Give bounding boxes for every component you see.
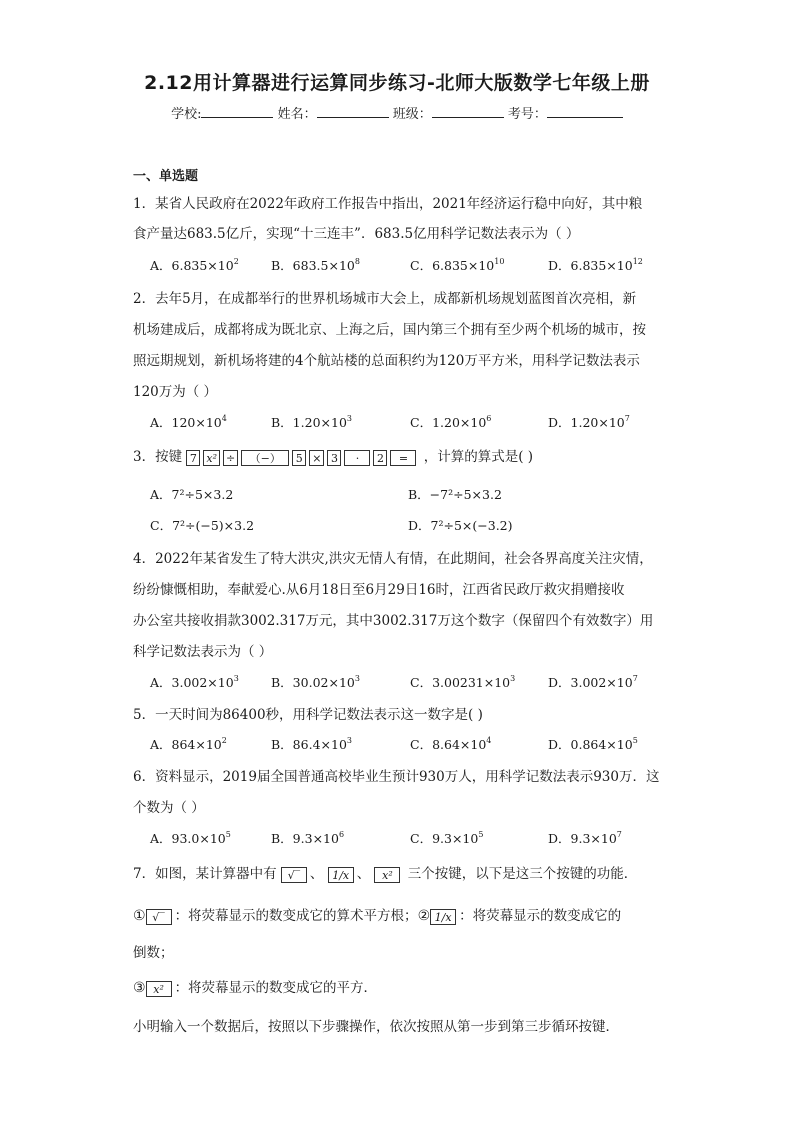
q5-option-a[interactable]: A．$864\times 10^2$ <box>150 736 227 752</box>
school-blank[interactable] <box>201 103 273 118</box>
q1-option-c[interactable]: C．$6.835\times 10^{10}$ <box>410 257 505 273</box>
key-divide: ÷ <box>223 450 238 466</box>
q6-option-d[interactable]: D．$9.3\times 10^7$ <box>548 830 622 846</box>
key-reciprocal: 1/x <box>430 909 456 925</box>
q3-line <box>133 445 533 466</box>
q6-option-c[interactable]: C．$9.3\times 10^5$ <box>410 830 484 846</box>
exam-no-label: 考号： <box>507 107 547 122</box>
q2-line-4: 120万为（ ） <box>133 384 218 400</box>
q3-suffix: ，计算的算式是( ) <box>423 449 534 465</box>
key-5: 5 <box>292 450 306 466</box>
key-multiply: × <box>309 450 324 466</box>
q5-line-1: 5．一天时间为86400秒，用科学记数法表示这一数字是( ) <box>133 707 483 723</box>
key-square: x² <box>146 981 172 997</box>
q2-option-d[interactable]: D．$1.20\times 10^7$ <box>548 414 630 430</box>
q4-line-4: 科学记数法表示为（ ） <box>133 644 273 660</box>
q2-line-3: 照远期规划，新机场将建的4个航站楼的总面积约为120万平方米，用科学记数法表示 <box>133 353 640 369</box>
name-label: 姓名： <box>277 107 317 122</box>
q4-option-c[interactable]: C．$3.00231\times 10^3$ <box>410 674 516 690</box>
q4-line-1: 4．2022年某省发生了特大洪灾,洪灾无情人有情，在此期间，社会各界高度关注灾情， <box>133 551 653 567</box>
q2-line-1: 2．去年5月，在成都举行的世界机场城市大会上，成都新机场规划蓝图首次亮相，新 <box>133 291 637 307</box>
item-text: ：将荧幕显示的数变成它的算术平方根； <box>174 908 418 924</box>
q1-option-a[interactable]: A．$6.835\times 10^2$ <box>150 257 239 273</box>
q7-intro <box>133 862 637 883</box>
separator: 、 <box>309 866 324 882</box>
q4-line-2: 纷纷慷慨相助，奉献爱心.从6月18日至6月29日16时，江西省民政厅救灾捐赠接收 <box>133 582 625 598</box>
q5-option-b[interactable]: B．$86.4\times 10^3$ <box>271 736 352 752</box>
exam-no-blank[interactable] <box>547 103 623 118</box>
q7-final: 小明输入一个数据后，按照以下步骤操作，依次按照从第一步到第三步循环按键． <box>133 1019 619 1035</box>
key-reciprocal: 1/x <box>328 867 354 883</box>
q2-line-2: 机场建成后，成都将成为既北京、上海之后，国内第三个拥有至少两个机场的城市，按 <box>133 322 646 338</box>
page-title: 2.12用计算器进行运算同步练习-北师大版数学七年级上册 <box>144 72 650 94</box>
student-info-line <box>0 103 794 122</box>
key-square: x² <box>374 867 400 883</box>
school-label: 学校: <box>171 107 202 122</box>
q1-option-d[interactable]: D．$6.835\times 10^{12}$ <box>548 257 643 273</box>
section-heading: 一、单选题 <box>133 169 199 184</box>
key-equals: = <box>390 450 416 466</box>
q4-option-b[interactable]: B．$30.02\times 10^3$ <box>271 674 360 690</box>
q1-line-1: 1．某省人民政府在2022年政府工作报告中指出，2021年经济运行稳中向好，其中粮 <box>133 196 643 212</box>
q6-line-2: 个数为（ ） <box>133 800 205 816</box>
q7-intro-prefix: 7．如图，某计算器中有 <box>133 866 277 882</box>
q4-option-a[interactable]: A．$3.002\times 10^3$ <box>150 674 239 690</box>
key-2: 2 <box>373 450 387 466</box>
q5-option-d[interactable]: D．$0.864\times 10^5$ <box>548 736 638 752</box>
q6-option-a[interactable]: A．$93.0\times 10^5$ <box>150 830 231 846</box>
item-text: ：将荧幕显示的数变成它的 <box>459 908 622 924</box>
item-number: ① <box>133 908 146 924</box>
item-number: ② <box>417 908 431 924</box>
q3-option-d[interactable]: D．7²÷5×(−3.2) <box>408 518 513 533</box>
name-blank[interactable] <box>317 103 389 118</box>
q7-intro-suffix: 三个按键，以下是这三个按键的功能． <box>407 866 638 882</box>
q6-line-1: 6．资料显示，2019届全国普通高校毕业生预计930万人，用科学记数法表示930万．这 <box>133 769 660 785</box>
item-number: ③ <box>133 980 146 996</box>
key-sqrt: √‾ <box>281 867 307 883</box>
q1-option-b[interactable]: B．$683.5\times 10^8$ <box>271 257 360 273</box>
q2-option-b[interactable]: B．$1.20\times 10^3$ <box>271 414 352 430</box>
q4-option-d[interactable]: D．$3.002\times 10^7$ <box>548 674 638 690</box>
item-text: ：将荧幕显示的数变成它的平方． <box>174 980 378 996</box>
q7-item-3 <box>133 976 377 997</box>
separator: 、 <box>356 866 371 882</box>
key-x-squared: x² <box>203 450 220 466</box>
q5-option-c[interactable]: C．$8.64\times 10^4$ <box>410 736 492 752</box>
q1-line-2: 食产量达683.5亿斤，实现“十三连丰”．683.5亿用科学记数法表示为（ ） <box>133 226 580 242</box>
key-negative: （−） <box>241 450 289 466</box>
class-blank[interactable] <box>432 103 504 118</box>
q3-option-b[interactable]: B．−7²÷5×3.2 <box>408 487 502 502</box>
key-3: 3 <box>327 450 341 466</box>
q2-option-c[interactable]: C．$1.20\times 10^6$ <box>410 414 492 430</box>
q3-option-a[interactable]: A．7²÷5×3.2 <box>150 487 234 502</box>
class-label: 班级： <box>392 107 432 122</box>
q4-line-3: 办公室共接收捐款3002.317万元，其中3002.317万这个数字（保留四个有效数字）用 <box>133 613 654 629</box>
q3-prefix: 3．按键 <box>133 449 183 465</box>
q7-item-2-cont: 倒数； <box>133 945 174 961</box>
key-sqrt: √‾ <box>146 909 172 925</box>
key-7: 7 <box>186 450 200 466</box>
q6-option-b[interactable]: B．$9.3\times 10^6$ <box>271 830 345 846</box>
q2-option-a[interactable]: A．$120\times 10^4$ <box>150 414 227 430</box>
key-decimal-point: · <box>344 450 370 466</box>
q3-option-c[interactable]: C．7²÷(−5)×3.2 <box>150 518 255 533</box>
q7-item-1 <box>133 904 621 925</box>
